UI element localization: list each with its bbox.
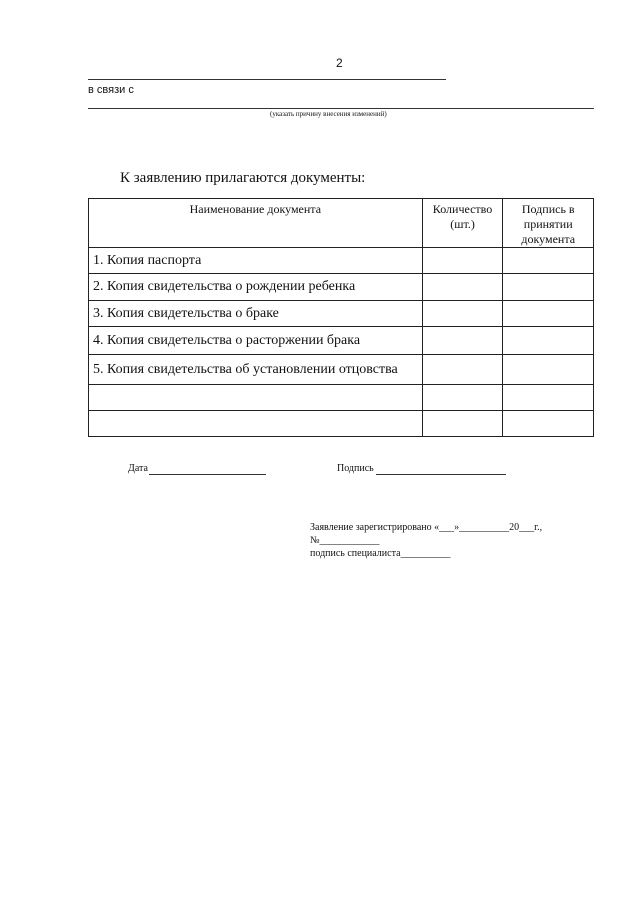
table-row: [89, 327, 594, 355]
documents-table: [88, 198, 594, 437]
signature-cell[interactable]: [503, 411, 594, 437]
signature-cell[interactable]: [503, 301, 594, 327]
table-row: [89, 411, 594, 437]
signature-cell[interactable]: [503, 248, 594, 274]
specialist-signature: подпись специалиста__________: [310, 548, 451, 559]
registration-line: Заявление зарегистрировано «___»__________20___г.,: [310, 522, 543, 533]
reason-label: в связи с: [88, 84, 134, 96]
document-name-cell: 3. Копия свидетельства о браке: [89, 301, 423, 327]
table-row: [89, 274, 594, 301]
quantity-cell[interactable]: [422, 274, 503, 301]
page-number: 2: [336, 56, 343, 70]
signature-label: Подпись: [337, 463, 374, 474]
table-row: [89, 385, 594, 411]
table-row: [89, 301, 594, 327]
reason-input-line[interactable]: [88, 108, 594, 109]
document-name-cell[interactable]: [89, 411, 423, 437]
table-header-row: [89, 199, 594, 248]
table-row: [89, 355, 594, 385]
date-label: Дата: [128, 463, 148, 474]
quantity-cell[interactable]: [422, 327, 503, 355]
reason-hint: (указать причину внесения изменений): [270, 110, 387, 118]
quantity-cell[interactable]: [422, 301, 503, 327]
quantity-cell[interactable]: [422, 355, 503, 385]
document-name-cell: 2. Копия свидетельства о рождении ребенка: [89, 274, 423, 301]
signature-cell[interactable]: [503, 274, 594, 301]
document-name-cell[interactable]: [89, 385, 423, 411]
registration-number: №____________: [310, 535, 380, 546]
date-input-line[interactable]: [149, 474, 266, 475]
reason-top-line: [88, 79, 446, 80]
document-name-cell: 4. Копия свидетельства о расторжении брака: [89, 327, 423, 355]
attachments-heading: К заявлению прилагаются документы:: [120, 170, 366, 186]
header-document-name: Наименование документа: [89, 199, 423, 248]
signature-cell[interactable]: [503, 355, 594, 385]
table-row: [89, 248, 594, 274]
quantity-cell[interactable]: [422, 248, 503, 274]
header-quantity: Количество (шт.): [422, 199, 503, 248]
quantity-cell[interactable]: [422, 411, 503, 437]
quantity-cell[interactable]: [422, 385, 503, 411]
signature-input-line[interactable]: [376, 474, 506, 475]
signature-cell[interactable]: [503, 327, 594, 355]
document-name-cell: 5. Копия свидетельства об установлении отцовства: [89, 355, 423, 385]
document-name-cell: 1. Копия паспорта: [89, 248, 423, 274]
signature-cell[interactable]: [503, 385, 594, 411]
header-signature: Подпись в принятии документа: [503, 199, 594, 248]
